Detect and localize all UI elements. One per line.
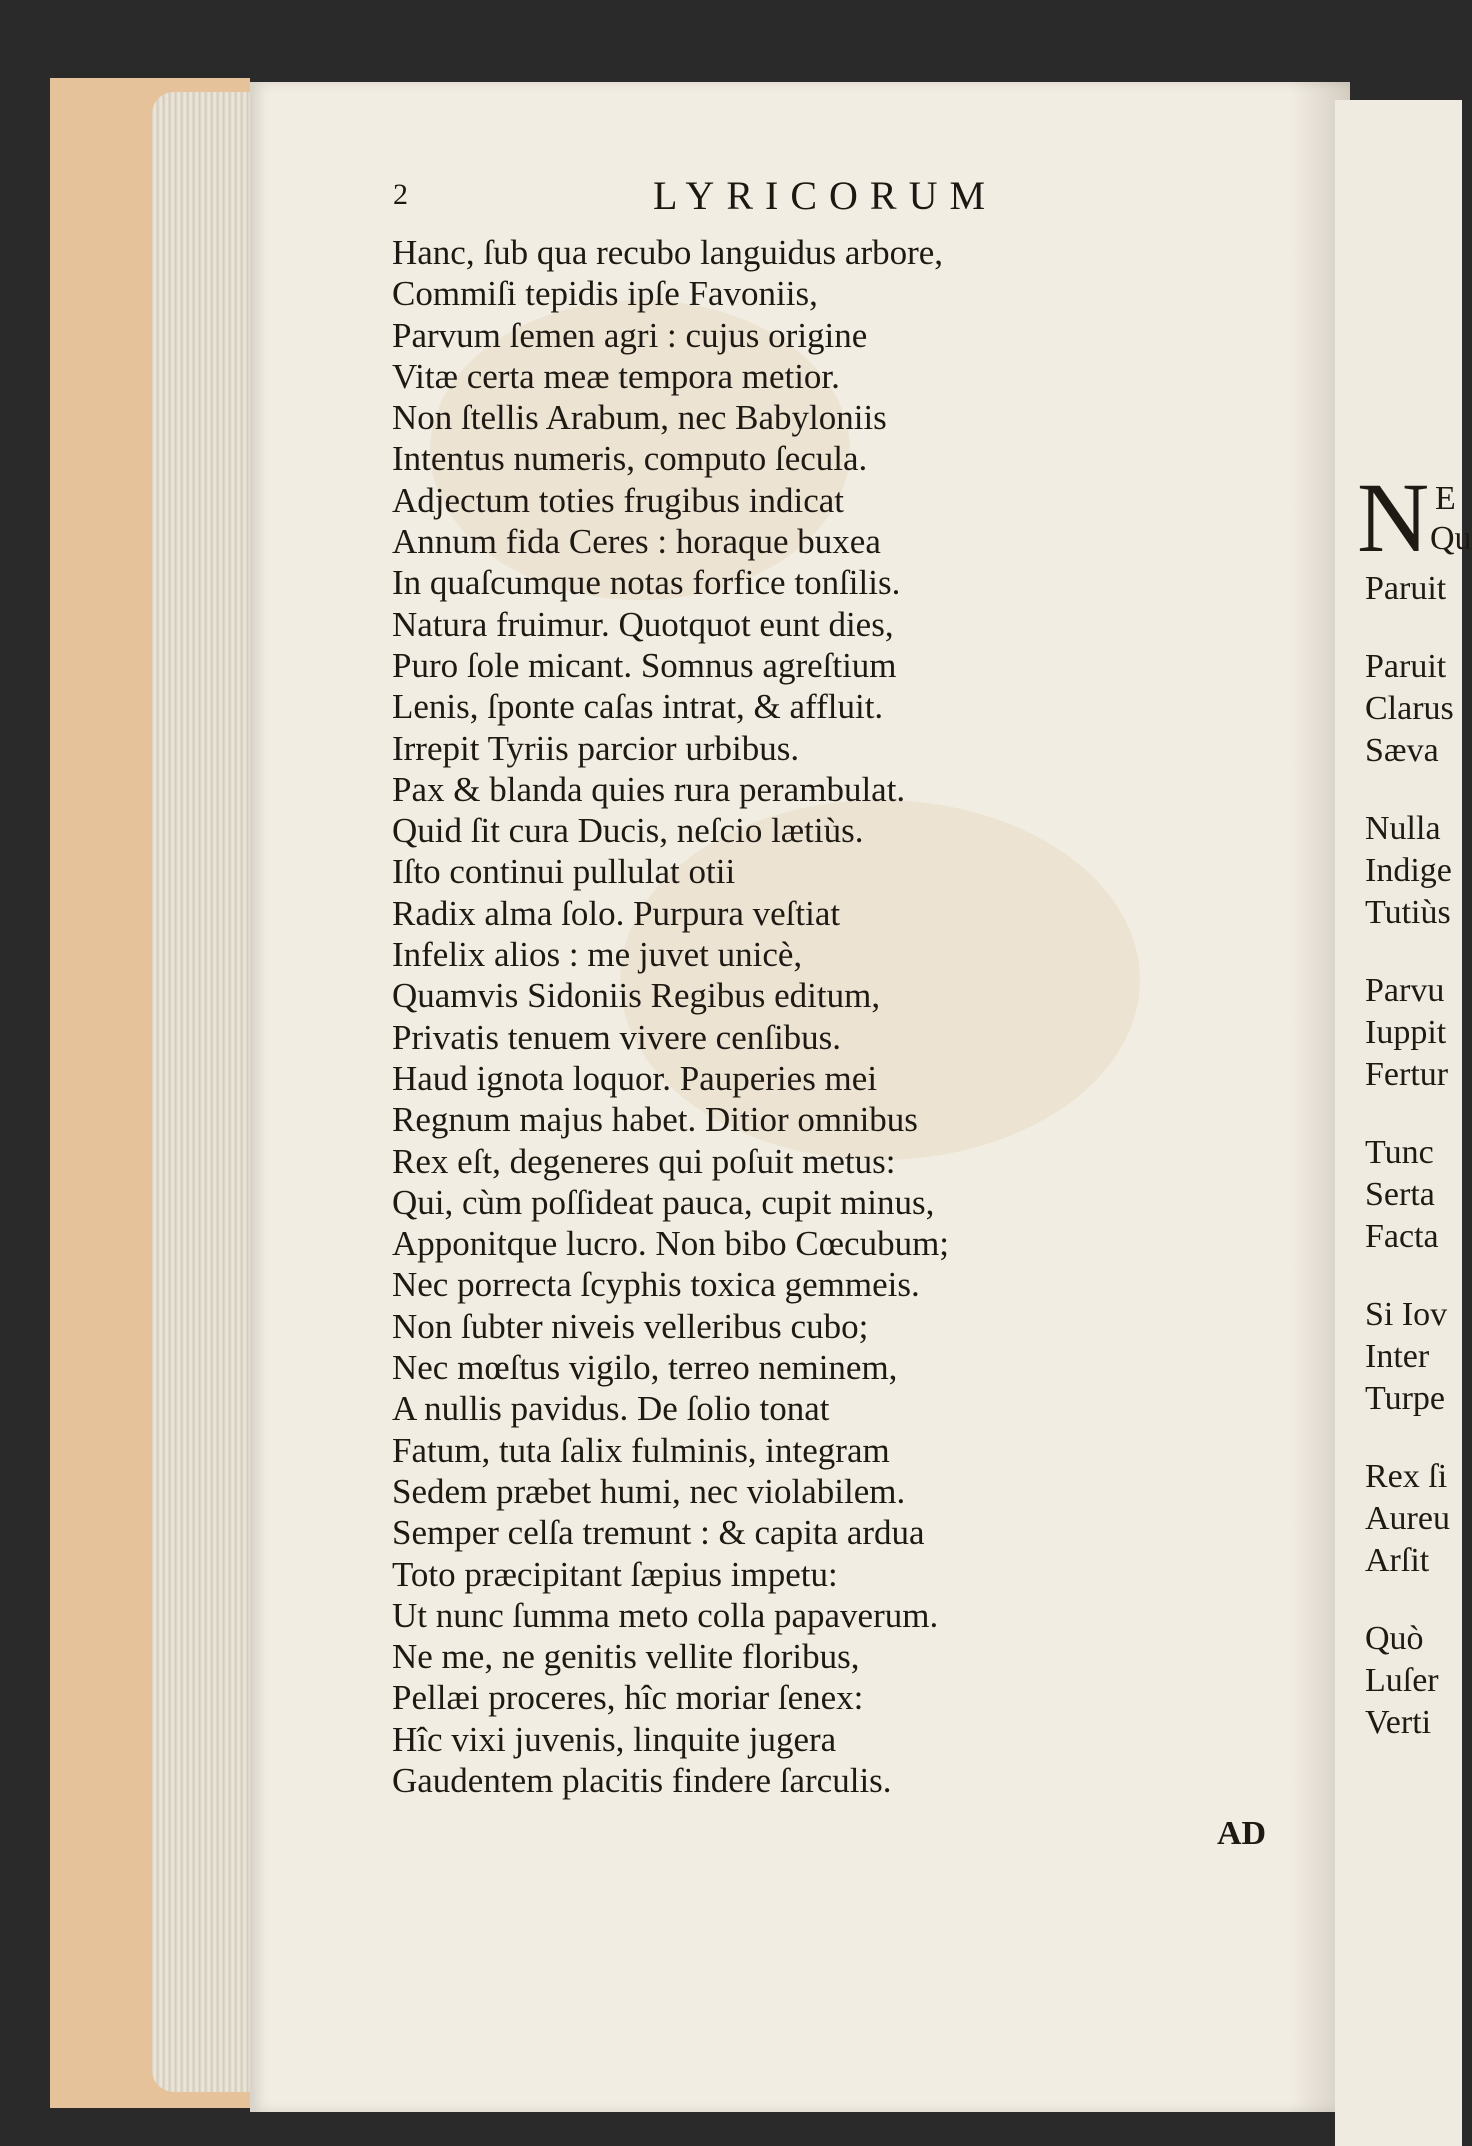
verse-line: Non ſtellis Arabum, nec Babyloniis [392, 398, 887, 438]
verse-line: Pellæi proceres, hîc moriar ſenex: [392, 1678, 864, 1718]
verse-block [392, 232, 1152, 1801]
verse-line: Haud ignota loquor. Pauperies mei [392, 1058, 878, 1098]
verse-line: A nullis pavidus. De ſolio tonat [392, 1389, 830, 1429]
verse-line: In quaſcumque notas forfice tonſilis. [392, 563, 901, 603]
right-page-line: Paruit [1365, 648, 1447, 685]
verse-line: Commiſi tepidis ipſe Favoniis, [392, 274, 818, 314]
verse-line: Infelix alios : me juvet unicè, [392, 935, 803, 975]
right-page-line: Si Iov [1365, 1296, 1448, 1333]
verse-line: Parvum ſemen agri : cujus origine [392, 315, 868, 355]
verse-line: Irrepit Tyriis parcior urbibus. [392, 728, 800, 768]
right-page [1335, 100, 1472, 2146]
right-page-line: E [1435, 480, 1456, 517]
page-header [393, 172, 1053, 222]
verse-line: Annum fida Ceres : horaque buxea [392, 522, 881, 562]
verse-line: Ut nunc ſumma meto colla papaverum. [392, 1595, 939, 1635]
right-page-line: Rex ſi [1365, 1458, 1448, 1495]
verse-line: Toto præcipitant ſæpius impetu: [392, 1554, 838, 1594]
verse-line: Privatis tenuem vivere cenſibus. [392, 1017, 842, 1057]
right-page-line: Luſer [1365, 1662, 1439, 1699]
verse-line: Quid ſit cura Ducis, neſcio lætiùs. [392, 811, 864, 851]
catchword: AD [1217, 1815, 1267, 1852]
right-page-line: Clarus [1365, 690, 1454, 727]
verse-line: Lenis, ſponte caſas intrat, & affluit. [392, 687, 884, 727]
right-page-line: Quò [1365, 1620, 1424, 1657]
right-page-line: Turpe [1365, 1380, 1445, 1417]
verse-line: Nec mœſtus vigilo, terreo neminem, [392, 1348, 898, 1388]
verse-line: Regnum majus habet. Ditior omnibus [392, 1100, 918, 1140]
right-page-line: Paruit [1365, 570, 1447, 607]
verse-line: Qui, cùm poſſideat pauca, cupit minus, [392, 1182, 935, 1222]
verse-line: Semper celſa tremunt : & capita ardua [392, 1513, 925, 1553]
verse-line: Pax & blanda quies rura perambulat. [392, 769, 906, 809]
running-title: LYRICORUM [653, 173, 998, 218]
verse-line: Radix alma ſolo. Purpura veſtiat [392, 893, 841, 933]
verse-line: Iſto continui pullulat otii [392, 852, 736, 892]
verse-line: Vitæ certa meæ tempora metior. [392, 356, 840, 396]
verse-line: Nec porrecta ſcyphis toxica gemmeis. [392, 1265, 920, 1305]
verse-line: Quamvis Sidoniis Regibus editum, [392, 976, 881, 1016]
right-page-line: Serta [1365, 1176, 1435, 1213]
right-page-line: Aureu [1365, 1500, 1450, 1537]
verse-line: Fatum, tuta ſalix fulminis, integram [392, 1430, 890, 1470]
right-page-line: Facta [1365, 1218, 1439, 1255]
verse-line: Adjectum toties frugibus indicat [392, 480, 844, 520]
right-page-line: Verti [1365, 1704, 1432, 1741]
right-page-line: Nulla [1365, 810, 1441, 847]
drop-cap: N [1357, 462, 1430, 573]
right-page-line: Fertur [1365, 1056, 1449, 1093]
page-number: 2 [393, 178, 408, 211]
page-edges [152, 92, 262, 2092]
verse-line: Natura fruimur. Quotquot eunt dies, [392, 604, 894, 644]
verse-line: Hîc vixi juvenis, linquite jugera [392, 1719, 837, 1759]
right-page-line: Inter [1365, 1338, 1430, 1375]
verse-line: Intentus numeris, computo ſecula. [392, 439, 868, 479]
verse-line: Sedem præbet humi, nec violabilem. [392, 1471, 906, 1511]
verse-line: Gaudentem placitis findere ſarculis. [392, 1760, 892, 1800]
right-page-line: Iuppit [1365, 1014, 1447, 1051]
verse-line: Non ſubter niveis velleribus cubo; [392, 1306, 869, 1346]
right-page-line: Tutiùs [1365, 894, 1451, 931]
right-page-line: Qu [1430, 520, 1472, 557]
verse-line: Puro ſole micant. Somnus agreſtium [392, 645, 897, 685]
verse-line: Hanc, ſub qua recubo languidus arbore, [392, 233, 944, 272]
right-page-line: Sæva [1365, 732, 1439, 769]
right-page-line: Indige [1365, 852, 1452, 889]
verse-line: Apponitque lucro. Non bibo Cœcubum; [392, 1224, 950, 1264]
right-page-line: Arſit [1365, 1542, 1430, 1579]
verse-line: Rex eſt, degeneres qui poſuit metus: [392, 1141, 896, 1181]
verse-line: Ne me, ne genitis vellite floribus, [392, 1637, 860, 1677]
right-page-line: Parvu [1365, 972, 1445, 1009]
right-page-line: Tunc [1365, 1134, 1434, 1171]
